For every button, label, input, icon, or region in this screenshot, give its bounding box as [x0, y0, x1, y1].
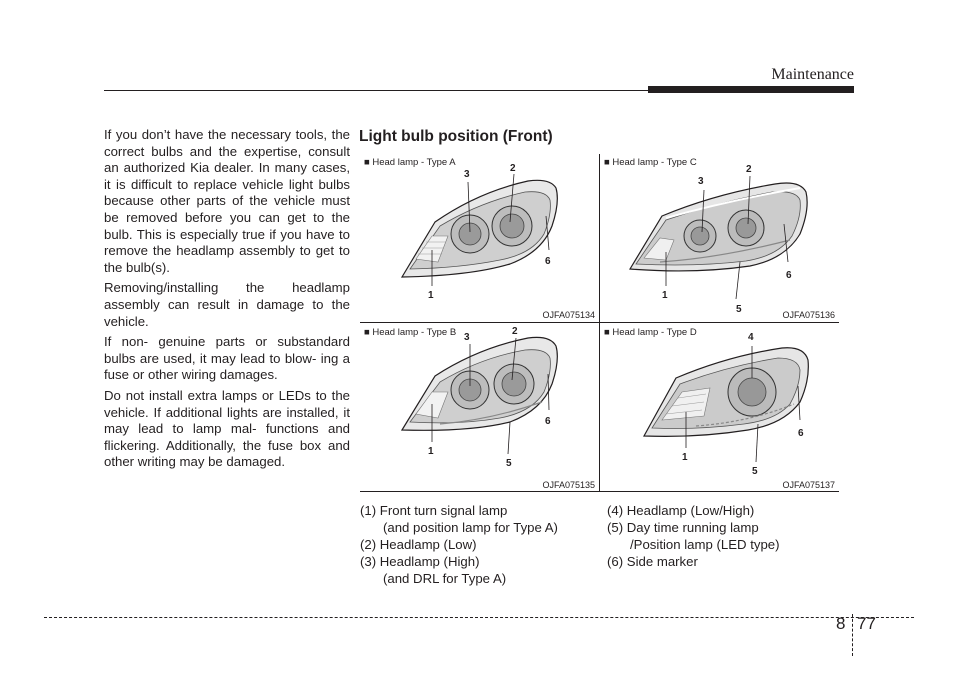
panel-type-b [360, 324, 599, 492]
callout-3: 3 [464, 169, 470, 180]
panel-type-a [360, 154, 599, 322]
legend-left [360, 502, 600, 587]
figure-code: OJFA075137 [782, 480, 835, 490]
figure-code: OJFA075134 [542, 310, 595, 320]
headlamp-type-d-illustration [600, 324, 839, 492]
chapter-number: 8 [836, 614, 846, 633]
figure-divider [360, 491, 839, 492]
callout-6: 6 [798, 428, 804, 439]
body-text [104, 127, 350, 475]
header-rule [104, 90, 648, 91]
body-paragraph: Removing/installing the headlamp assembly can result in damage to the vehicle. [104, 280, 350, 329]
page-number: 77 [857, 614, 876, 633]
figure-divider [599, 154, 600, 492]
page-header-title: Maintenance [771, 66, 854, 83]
callout-6: 6 [545, 256, 551, 267]
panel-label: ■ Head lamp - Type C [604, 157, 697, 168]
callout-5: 5 [506, 458, 512, 469]
callout-6: 6 [545, 416, 551, 427]
headlamp-type-b-illustration [360, 324, 599, 492]
legend-item: (6) Side marker [607, 554, 698, 569]
callout-2: 2 [746, 164, 752, 175]
panel-label: ■ Head lamp - Type B [364, 327, 457, 338]
callout-1: 1 [428, 290, 434, 301]
callout-2: 2 [512, 326, 518, 337]
headlamp-type-a-illustration [360, 154, 599, 322]
panel-type-d [600, 324, 839, 492]
figure-code: OJFA075136 [782, 310, 835, 320]
legend-item-continued: (and position lamp for Type A) [383, 520, 558, 535]
section-title: Light bulb position (Front) [359, 128, 553, 145]
page-number-separator [852, 614, 853, 656]
legend-item-continued: (and DRL for Type A) [383, 571, 507, 586]
body-paragraph: If you don’t have the necessary tools, the correct bulbs and the expertise, consult an authorized Kia dealer. In many cases, it is difficult to replace vehicle light bulbs because other parts of the vehicle must be removed before you can get to the bulb. This is especially true if you have to remove the headlamp assembly to get to the bulb(s). [104, 127, 350, 275]
callout-5: 5 [752, 466, 758, 477]
panel-label: ■ Head lamp - Type D [604, 327, 697, 338]
body-paragraph: If non- genuine parts or substandard bulbs are used, it may lead to blow- ing a fuse or other wiring damages. [104, 334, 350, 383]
headlamp-figure [360, 154, 839, 492]
header-bar [648, 86, 854, 93]
callout-3: 3 [464, 332, 470, 343]
legend-item: (3) Headlamp (High) [360, 554, 480, 569]
panel-type-c [600, 154, 839, 322]
callout-1: 1 [662, 290, 668, 301]
legend-right [607, 502, 847, 570]
legend-item: (1) Front turn signal lamp [360, 503, 508, 518]
callout-1: 1 [428, 446, 434, 457]
callout-1: 1 [682, 452, 688, 463]
callout-5: 5 [736, 304, 742, 315]
figure-code: OJFA075135 [542, 480, 595, 490]
figure-divider [360, 322, 839, 323]
body-paragraph: Do not install extra lamps or LEDs to the vehicle. If additional lights are installed, it may lead to lamp mal- functions and flickering. Additionally, the fuse box and other writing may be damaged. [104, 387, 350, 470]
legend-item-continued: /Position lamp (LED type) [630, 537, 780, 552]
callout-2: 2 [510, 163, 516, 174]
callout-6: 6 [786, 270, 792, 281]
legend-item: (5) Day time running lamp [607, 520, 759, 535]
headlamp-type-c-illustration [600, 154, 839, 322]
panel-label: ■ Head lamp - Type A [364, 157, 456, 168]
callout-4: 4 [748, 332, 754, 343]
footer-rule [44, 617, 914, 618]
callout-3: 3 [698, 176, 704, 187]
legend-item: (4) Headlamp (Low/High) [607, 503, 755, 518]
legend-item: (2) Headlamp (Low) [360, 537, 477, 552]
